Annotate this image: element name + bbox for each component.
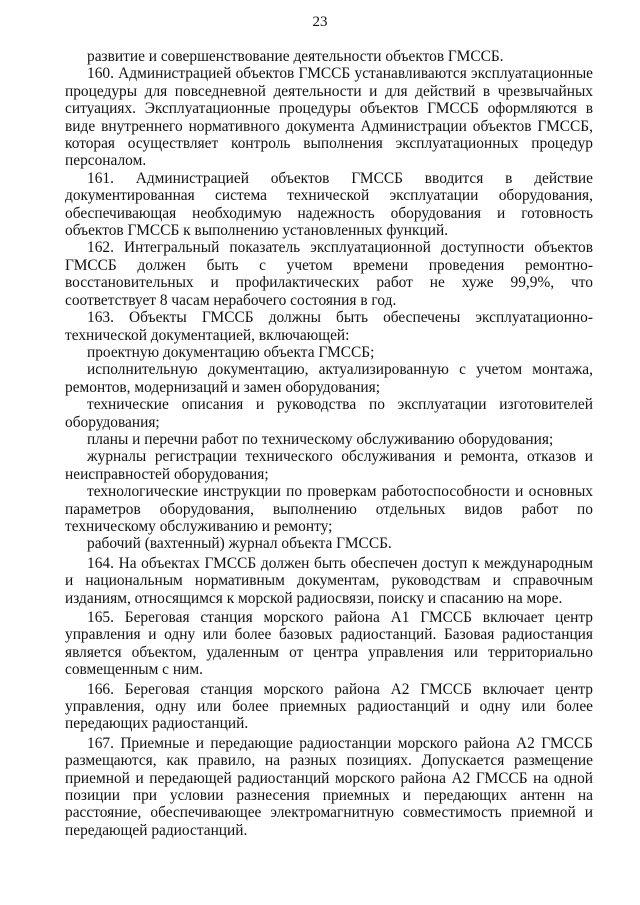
list-item: проектную документацию объекта ГМССБ; bbox=[87, 343, 375, 361]
paragraph-continuation: развитие и совершенствование деятельности объектов ГМССБ. bbox=[87, 48, 504, 65]
paragraph-164: 164. На объектах ГМССБ должен быть обеспечен доступ к международным и национальным нормативным документам, руководствам и справочным изданиям, относящимся к морской радиосвязи, поиску и спасанию на море. bbox=[65, 554, 593, 607]
list-item: журналы регистрации технического обслуживания и ремонта, отказов и неисправностей оборудования; bbox=[65, 448, 593, 483]
list-item: исполнительную документацию, актуализированную с учетом монтажа, ремонтов, модернизаций и замен оборудования; bbox=[65, 361, 593, 396]
paragraph-160: 160. Администрацией объектов ГМССБ устанавливаются эксплуатационные процедуры для повседневной деятельности и для действий в чрезвычайных ситуациях. Эксплуатационные процедуры объектов ГМССБ оформляются в виде внутреннего нормативного документа Администрации объектов ГМССБ, которая осуществляет контроль выполнения эксплуатационных процедур персоналом. bbox=[65, 65, 593, 170]
paragraph-167: 167. Приемные и передающие радиостанции морского района А2 ГМССБ размещаются, как правило, на разных позициях. Допускается размещение приемной и передающей радиостанций морского района А2 ГМССБ на одной позиции при условии разнесения приемных и передающих антенн на расстояние, обеспечивающее электромагнитную совместимость приемной и передающей радиостанций. bbox=[65, 734, 593, 839]
list-item: технологические инструкции по проверкам работоспособности и основных параметров оборудования, выполнению отдельных видов работ по техническому обслуживанию и ремонту; bbox=[65, 483, 593, 535]
paragraph-162: 162. Интегральный показатель эксплуатационной доступности объектов ГМССБ должен быть с учетом времени проведения ремонтно-восстановительных и профилактических работ не хуже 99,9%, что соответствует 8 часам нерабочего состояния в год. bbox=[65, 239, 593, 309]
paragraph-163: 163. Объекты ГМССБ должны быть обеспечены эксплуатационно-технической документацией, включающей: bbox=[65, 309, 593, 344]
page-number: 23 bbox=[312, 14, 328, 30]
document-body bbox=[65, 48, 593, 839]
list-item: технические описания и руководства по эксплуатации изготовителей оборудования; bbox=[65, 396, 593, 431]
paragraph-161: 161. Администрацией объектов ГМССБ вводится в действие документированная система технической эксплуатации оборудования, обеспечивающая необходимую надежность оборудования и готовность объектов ГМССБ к выполнению установленных функций. bbox=[65, 169, 593, 240]
list-item: планы и перечни работ по техническому обслуживанию оборудования; bbox=[87, 430, 554, 448]
list-item: рабочий (вахтенный) журнал объекта ГМССБ. bbox=[87, 535, 392, 553]
paragraph-165: 165. Береговая станция морского района А1 ГМССБ включает центр управления и одну или более базовых радиостанций. Базовая радиостанция является объектом, удаленным от центра управления или территориально совмещенным с ним. bbox=[65, 609, 593, 679]
paragraph-166: 166. Береговая станция морского района А2 ГМССБ включает центр управления, одну или более приемных радиостанций и одну или более передающих радиостанций. bbox=[65, 680, 593, 733]
